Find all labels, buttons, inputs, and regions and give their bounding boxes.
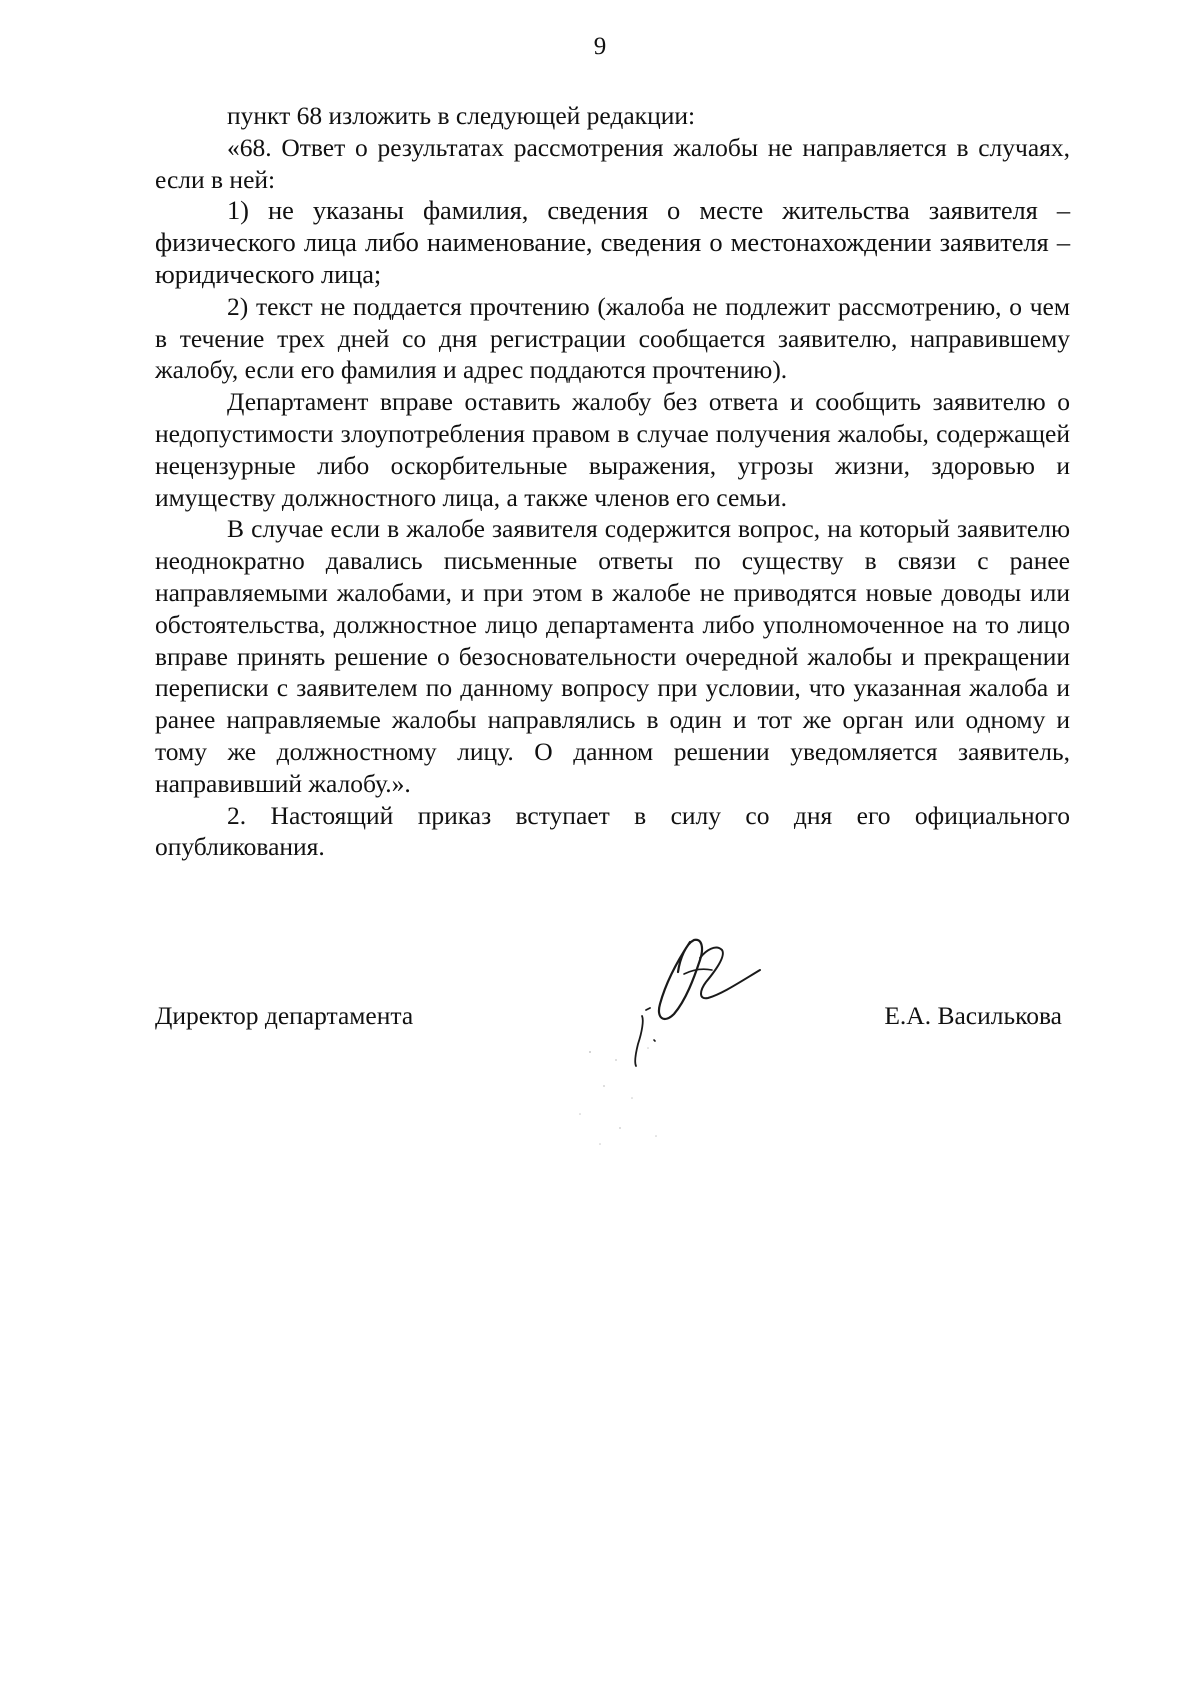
paragraph-department-right: Департамент вправе оставить жалобу без ответа и сообщить заявителю о недопустимости злоупотребления правом в случае получения жалобы, содержащей нецензурные либо оскорбительные выражения, угрозы жизни, здоровью и имуществу должностного лица, а также членов его семьи.: [155, 387, 1070, 512]
document-body: [155, 100, 1070, 863]
list-item-1: 1) не указаны фамилия, сведения о месте жительства заявителя – физического лица либо наименование, сведения о местонахождении заявителя – юридического лица;: [155, 195, 1070, 289]
amendment-intro: пункт 68 изложить в следующей редакции:: [227, 101, 696, 130]
list-item-2: 2) текст не поддается прочтению (жалоба не подлежит рассмотрению, о чем в течение трех дней со дня регистрации сообщается заявителю, направившему жалобу, если его фамилия и адрес поддаются прочтению).: [155, 291, 1070, 385]
paragraph-effective-date: 2. Настоящий приказ вступает в силу со дня его официального опубликования.: [155, 800, 1070, 862]
page-number: 9: [593, 33, 607, 60]
scan-noise: [560, 1040, 710, 1150]
signer-name: Е.А. Василькова: [884, 1001, 1062, 1030]
signer-position: Директор департамента: [155, 1001, 414, 1030]
paragraph-68-heading: «68. Ответ о результатах рассмотрения жалобы не направляется в случаях, если в ней:: [155, 132, 1070, 194]
paragraph-repeated-complaint: В случае если в жалобе заявителя содержится вопрос, на который заявителю неоднократно давались письменные ответы по существу в связи с ранее направляемыми жалобами, и при этом в жалобе не приводятся новые доводы или обстоятельства, должностное лицо департамента либо уполномоченное на то лицо вправе принять решение о безосновательности очередной жалобы и прекращении переписки с заявителем по данному вопросу при условии, что указанная жалоба и ранее направляемые жалобы направлялись в один и тот же орган или одному и тому же должностному лицу. О данном решении уведомляется заявитель, направивший жалобу.».: [155, 514, 1070, 798]
signature-block: [155, 1000, 1070, 1040]
